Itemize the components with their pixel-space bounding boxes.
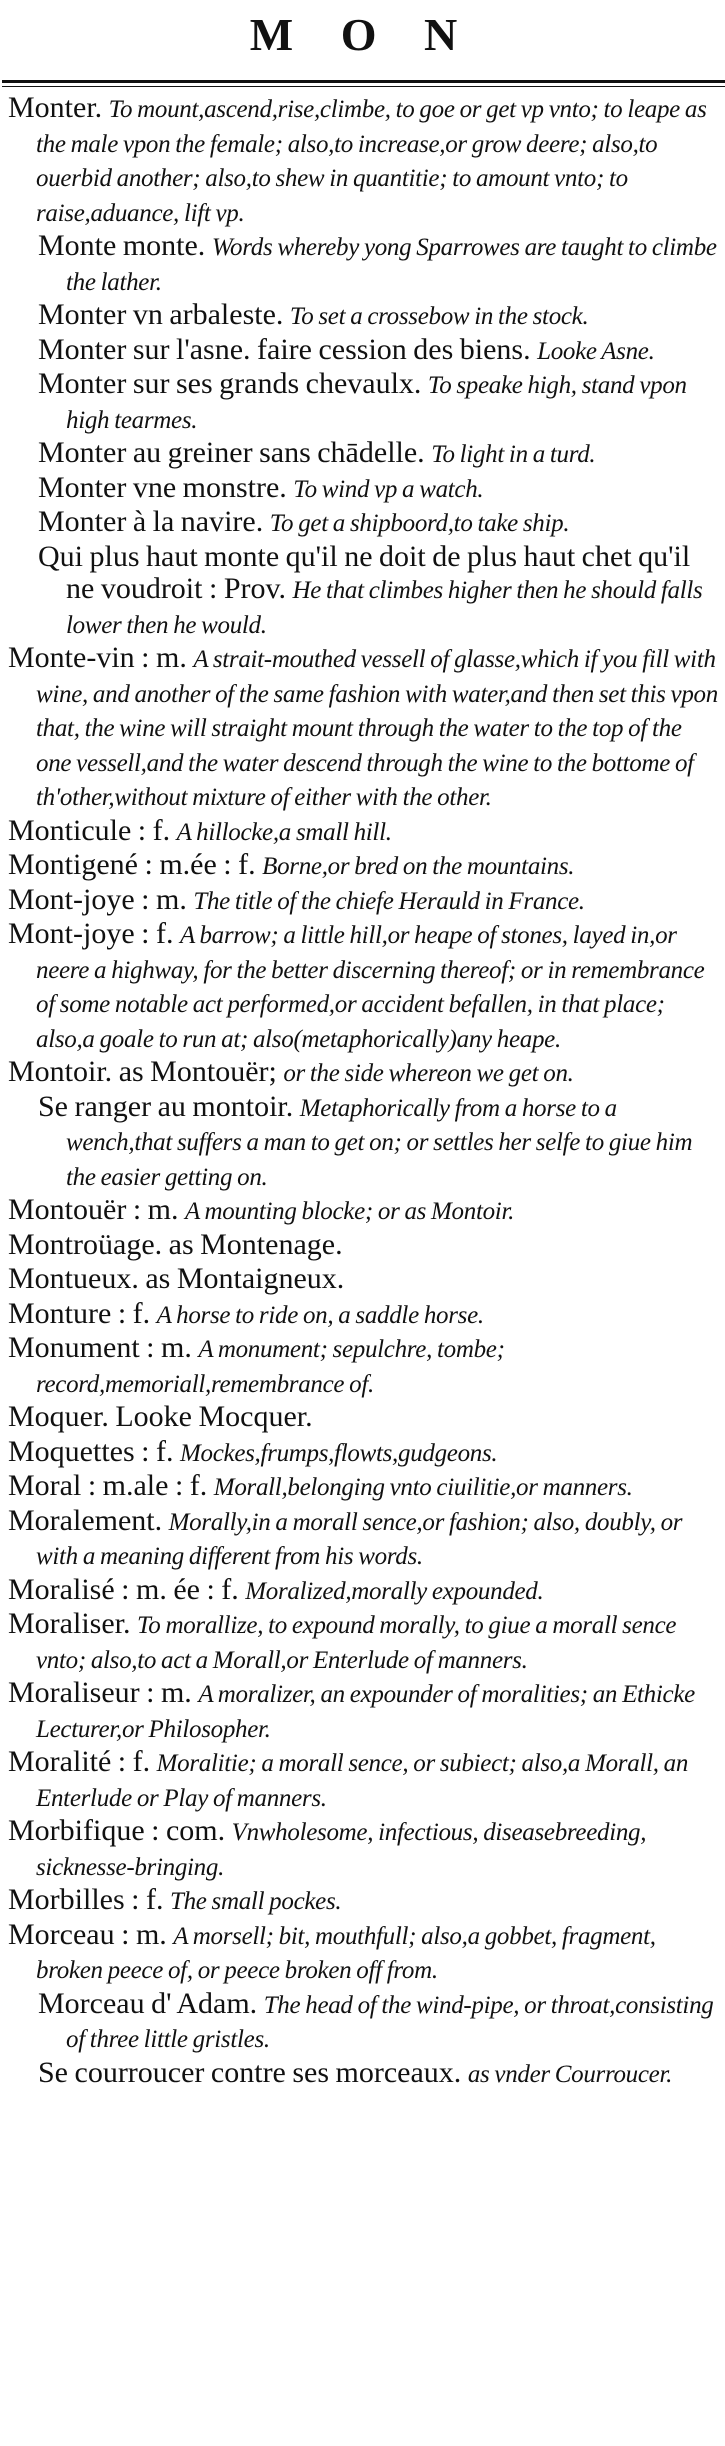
dictionary-entry [8,1677,720,1746]
entry-definition: Metaphorically from a horse to a wench,that suffers a man to get on; or settles her selfe to giue him the easier getting on. [66,1094,693,1191]
dictionary-entry [8,437,720,472]
entry-definition: To speake high, stand vpon high tearmes. [66,372,687,434]
entry-definition: To set a crossebow in the stock. [289,303,589,330]
entry-headword: Monter sur l'asne. faire cession des biens. [38,332,531,366]
dictionary-entry [8,1988,720,2057]
entry-grammar: as Montouër; [118,1055,277,1088]
entry-definition: Moralized,morally expounded. [245,1577,544,1605]
dictionary-entry [8,334,720,369]
entry-grammar: f. [132,1745,151,1778]
dictionary-entry [8,541,720,643]
entry-definition: A monument; sepulchre, tombe; record,memoriall,remembrance of. [36,1336,505,1398]
header-rule [2,80,725,83]
entry-definition: To morallize, to expound morally, to giue a morall sence vnto; also,to act a Morall,or Enterlude of manners. [36,1612,677,1674]
dictionary-entry [8,2057,720,2092]
entry-headword: Morceau : [8,1917,130,1951]
entry-grammar: m. [156,882,187,916]
dictionary-entry [8,1919,720,1988]
dictionary-entry [8,1263,720,1298]
dictionary-entry [8,506,720,541]
dictionary-entry [8,92,720,230]
entry-headword: Moquettes : [8,1434,150,1468]
entry-headword: Monticule : [8,813,147,847]
dictionary-entry [8,642,720,815]
entry-headword: Moralement. [8,1503,163,1537]
entry-definition: Borne,or bred on the mountains. [262,853,575,880]
entry-definition: A strait-mouthed vessell of glasse,which if you fill with wine, and another of the same fashion with water,and then set this vpon that, the wine will straight mount through the water to the top of the one vessell,and the water descend through the wine to the bottome of th'other,without mixture of either with the other. [36,646,718,811]
dictionary-entry [8,1401,720,1436]
entry-headword: Qui plus haut monte qu'il ne doit de plus haut chet qu'il ne voudroit : [38,539,691,605]
entry-grammar: m. [147,1193,179,1226]
dictionary-entry [8,1091,720,1195]
entry-headword: Morbifique : [8,1814,160,1847]
dictionary-entry [8,472,720,507]
entry-headword: Moquer. [8,1400,109,1433]
entry-headword: Monument : [8,1331,155,1364]
entry-definition: The small pockes. [170,1888,342,1915]
entry-grammar: f. [132,1296,151,1330]
dictionary-entry [8,1436,720,1471]
dictionary-entry [8,1229,720,1264]
entry-definition: A horse to ride on, a saddle horse. [156,1301,484,1329]
dictionary-entry [8,918,720,1056]
dictionary-entry [8,1332,720,1401]
entry-headword: Monter. [8,91,103,124]
entry-grammar: as Montaigneux. [145,1262,345,1295]
entry-grammar: m. [156,641,187,674]
entry-grammar: Looke Mocquer. [115,1400,313,1433]
entry-grammar: f. [146,1883,164,1916]
entry-headword: Moraliser. [8,1607,131,1640]
entry-headword: Montigené : [8,848,153,881]
entry-headword: Montroüage. [8,1227,163,1261]
entry-grammar: f. [156,1434,174,1468]
dictionary-entry [8,1194,720,1229]
entry-headword: Monter sur ses grands chevaulx. [38,367,422,400]
entry-grammar: m. [160,1676,192,1709]
entry-headword: Morceau d' Adam. [38,1986,258,2020]
entry-headword: Moral : [8,1469,97,1502]
dictionary-entry [8,1056,720,1091]
entry-definition: A moralizer, an expounder of moralities; an Ethicke Lecturer,or Philosopher. [36,1681,695,1743]
dictionary-entry [8,884,720,919]
entry-definition: To mount,ascend,rise,climbe, to goe or get vp vnto; to leape as the male vpon the female; also,to increase,or grow deere; also,to ouerbid another; also,to shew in quantitie; to amount vnto; to raise,aduance, lift vp. [36,96,707,227]
entry-grammar: m.ée : f. [159,848,256,881]
page-header: M O N [249,8,476,60]
entry-grammar: m. ée : f. [135,1572,239,1606]
dictionary-entry [8,368,720,437]
entry-headword: Morbilles : [8,1883,140,1916]
entry-definition: Morall,belonging vnto ciuilitie,or manners. [213,1474,633,1501]
entry-definition: Words whereby yong Sparrowes are taught to climbe the lather. [66,234,717,296]
entry-grammar: f. [152,813,171,847]
entry-headword: Monter vn arbaleste. [38,298,284,331]
entry-grammar: m. [161,1331,192,1364]
entry-headword: Monter vne monstre. [38,470,287,504]
entry-headword: Monter au greiner sans chādelle. [38,436,425,469]
entry-definition: A hillocke,a small hill. [176,818,392,846]
entry-headword: Moraliseur : [8,1676,155,1709]
entry-grammar: com. [165,1814,226,1847]
dictionary-entry [8,1298,720,1333]
entry-definition: Moralitie; a morall sence, or subiect; also,a Morall, an Enterlude or Play of manners. [36,1750,689,1812]
entry-grammar: Prov. [223,572,287,605]
entry-headword: Monte monte. [38,229,206,262]
entry-grammar: as Montenage. [168,1227,343,1261]
entry-definition: Morally,in a morall sence,or fashion; also, doubly, or with a meaning different from his words. [36,1508,683,1570]
entry-definition: A mounting blocke; or as Montoir. [185,1198,515,1225]
entry-headword: Se courroucer contre ses morceaux. [38,2055,462,2089]
dictionary-entry [8,1815,720,1884]
dictionary-entry [8,1884,720,1919]
dictionary-entry [8,1470,720,1505]
entry-definition: A morsell; bit, mouthfull; also,a gobbet, fragment, broken peece of, or peece broken off from. [36,1922,656,1984]
dictionary-entry [8,230,720,299]
entry-definition: The title of the chiefe Herauld in France. [193,887,585,915]
dictionary-entry [8,815,720,850]
entry-definition: as vnder Courroucer. [467,2060,673,2088]
entry-grammar: m.ale : f. [102,1469,208,1502]
entry-headword: Mont-joye : [8,882,150,916]
dictionary-entry [8,1505,720,1574]
entry-headword: Montouër : [8,1193,142,1226]
entry-definition: To light in a turd. [431,441,596,468]
dictionary-entry [8,849,720,884]
entry-list [8,92,720,2091]
dictionary-entry [8,1574,720,1609]
header-rule-thin [2,86,725,87]
entry-definition: Vnwholesome, infectious, diseasebreeding, sicknesse-bringing. [36,1819,647,1881]
entry-grammar: f. [156,917,174,950]
dictionary-entry [8,1608,720,1677]
entry-definition: A barrow; a little hill,or heape of stones, layed in,or neere a highway, for the better discerning thereof; or in remembrance of some notable act performed,or accident befallen, in that place; also,a goale to run at; also(metaphorically)any heape. [36,922,705,1053]
entry-headword: Montueux. [8,1262,139,1295]
dictionary-entry [8,1746,720,1815]
entry-headword: Mont-joye : [8,917,150,950]
entry-definition: He that climbes higher then he should falls lower then he would. [66,577,703,639]
entry-definition: Mockes,frumps,flowts,gudgeons. [180,1439,498,1467]
entry-headword: Moralité : [8,1745,127,1778]
entry-definition: The head of the wind-pipe, or throat,consisting of three little gristles. [66,1991,714,2053]
entry-headword: Monter à la navire. [38,505,264,538]
entry-headword: Monte-vin : [8,641,150,674]
entry-definition: Looke Asne. [537,337,655,365]
entry-definition: To wind vp a watch. [293,475,484,503]
entry-definition: To get a shipboord,to take ship. [269,510,570,537]
dictionary-entry [8,299,720,334]
entry-headword: Se ranger au montoir. [38,1089,294,1123]
entry-headword: Moralisé : [8,1572,130,1606]
entry-grammar: m. [135,1917,167,1951]
entry-headword: Montoir. [8,1055,113,1088]
entry-headword: Monture : [8,1296,127,1330]
entry-definition: or the side whereon we get on. [283,1060,574,1087]
